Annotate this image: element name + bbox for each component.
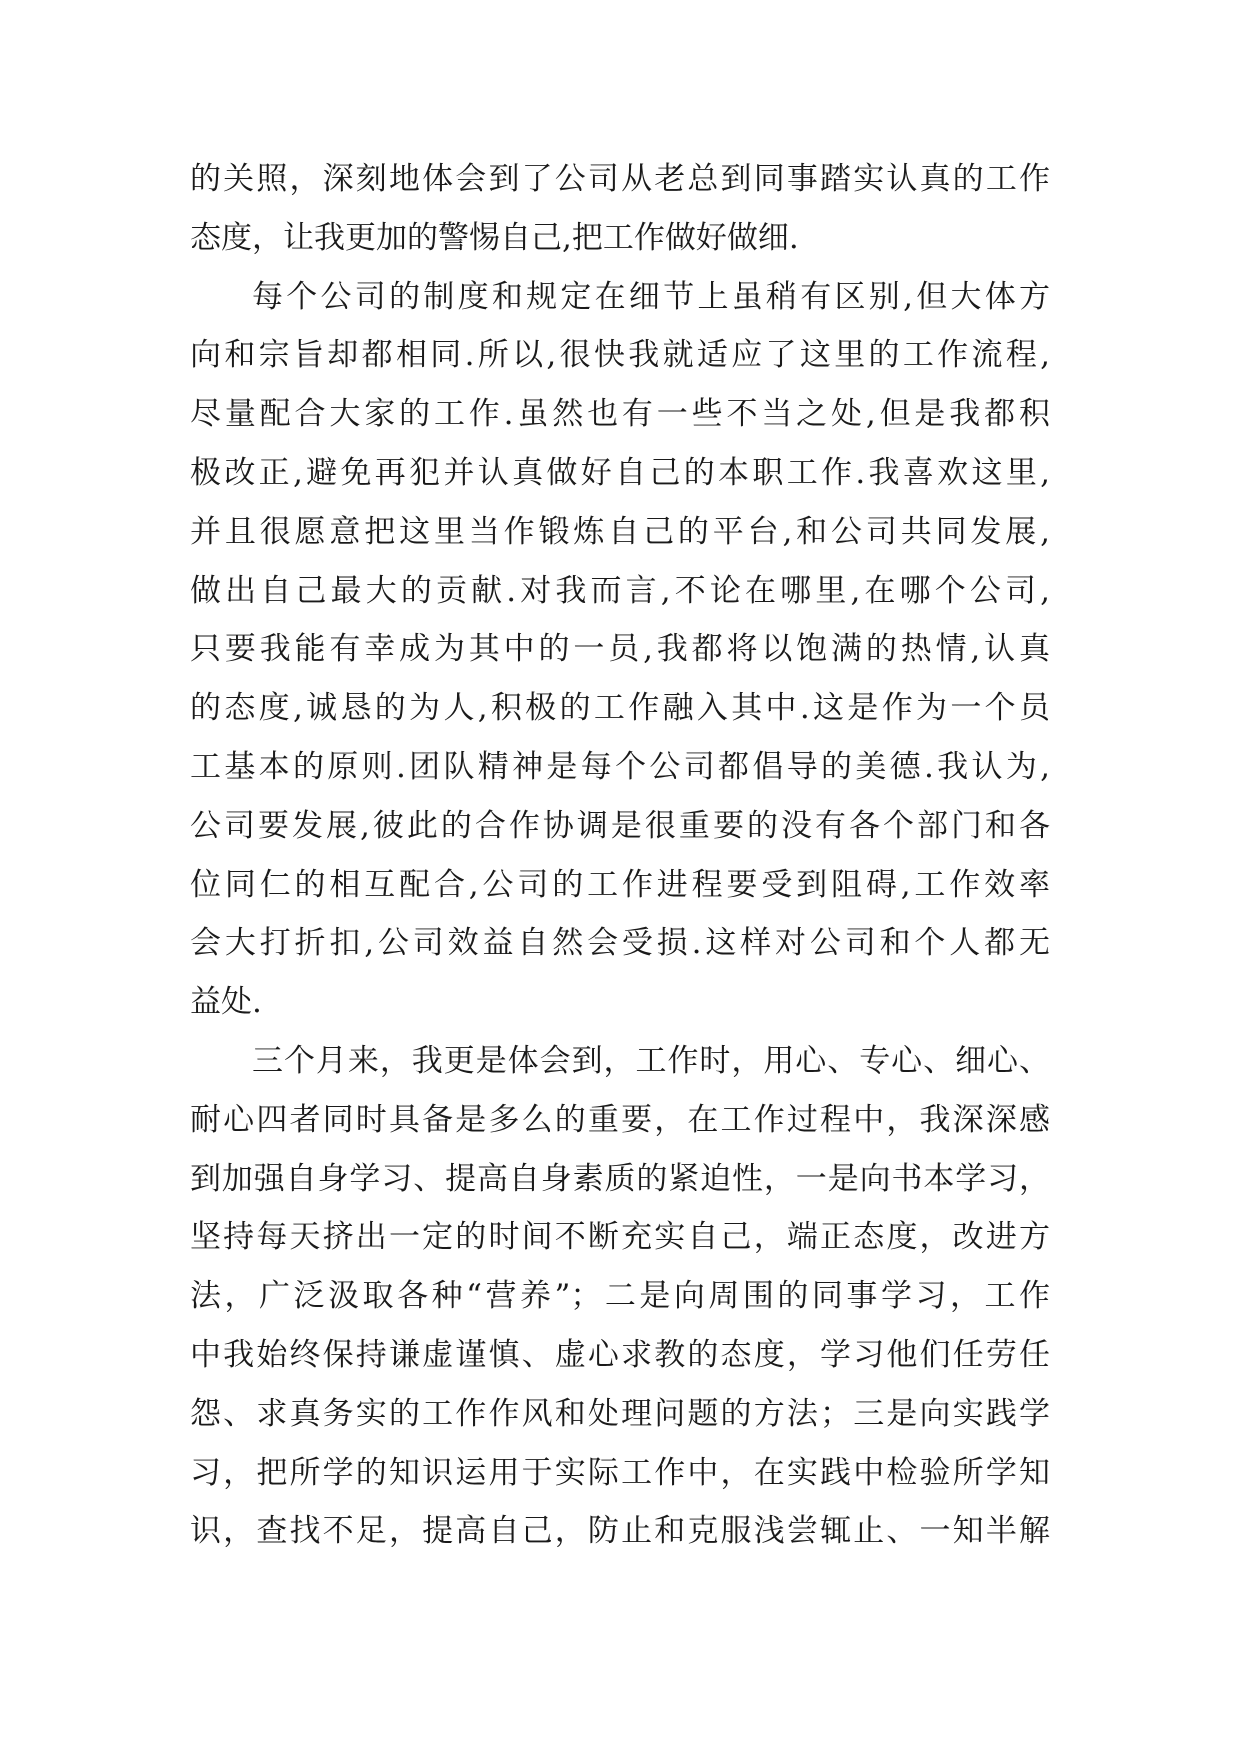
text-line: 益处. [190,984,262,1021]
text-line: 做出自己最大的贡献.对我而言,不论在哪里,在哪个公司, [190,572,1050,609]
text-line: 中我始终保持谦虚谨慎、虚心求教的态度，学习他们任劳任 [190,1336,1050,1373]
text-line: 尽量配合大家的工作.虽然也有一些不当之处,但是我都积 [190,396,1050,433]
text-line: 识，查找不足，提高自己，防止和克服浅尝辄止、一知半解 [190,1513,1050,1550]
text-line: 并且很愿意把这里当作锻炼自己的平台,和公司共同发展, [190,513,1050,550]
text-line: 的关照，深刻地体会到了公司从老总到同事踏实认真的工作 [190,161,1050,197]
text-line: 三个月来，我更是体会到，工作时，用心、专心、细心、 [252,1042,1050,1079]
text-line: 态度，让我更加的警惕自己,把工作做好做细. [190,219,799,256]
text-line: 极改正,避免再犯并认真做好自己的本职工作.我喜欢这里, [190,454,1050,491]
text-line: 位同仁的相互配合,公司的工作进程要受到阻碍,工作效率 [190,866,1050,903]
paragraph-3 [190,1032,1050,1561]
text-line: 法，广泛汲取各种“营养”；二是向周围的同事学习，工作 [190,1278,1050,1315]
text-line: 的态度,诚恳的为人,积极的工作融入其中.这是作为一个员 [190,690,1050,727]
paragraph-1 [190,150,1050,268]
text-line: 会大打折扣,公司效益自然会受损.这样对公司和个人都无 [190,925,1050,962]
text-line: 到加强自身学习、提高自身素质的紧迫性，一是向书本学习， [190,1160,1050,1197]
text-line: 只要我能有幸成为其中的一员,我都将以饱满的热情,认真 [190,631,1050,668]
text-line: 坚持每天挤出一定的时间不断充实自己，端正态度，改进方 [190,1219,1050,1256]
text-line: 工基本的原则.团队精神是每个公司都倡导的美德.我认为, [190,748,1050,785]
text-line: 怨、求真务实的工作作风和处理问题的方法；三是向实践学 [190,1395,1050,1432]
text-line: 公司要发展,彼此的合作协调是很重要的没有各个部门和各 [190,807,1050,844]
text-line: 耐心四者同时具备是多么的重要，在工作过程中，我深深感 [190,1101,1050,1138]
paragraph-2 [190,268,1050,1032]
text-line: 向和宗旨却都相同.所以,很快我就适应了这里的工作流程, [190,337,1050,374]
document-page [190,150,1050,1561]
text-line: 每个公司的制度和规定在细节上虽稍有区别,但大体方 [252,278,1050,315]
text-line: 习，把所学的知识运用于实际工作中，在实践中检验所学知 [190,1454,1050,1491]
